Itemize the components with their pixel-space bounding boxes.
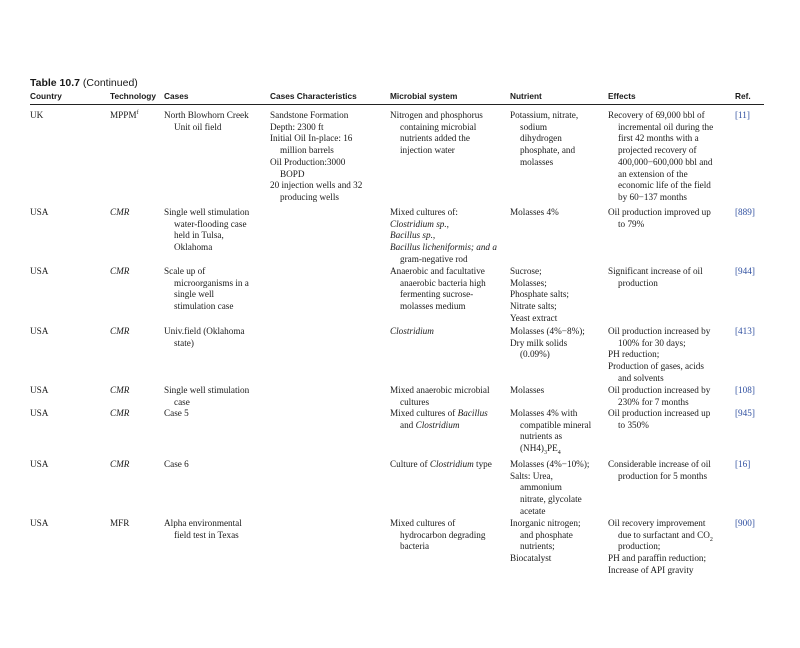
cell-country: USA (30, 408, 49, 418)
cell-country: USA (30, 385, 49, 395)
cell-technology: CMR (110, 266, 130, 276)
cell-nutrient: Molasses 4% with compatible mineral nutrients as $(NH4)_3PE_4$ (510, 408, 592, 456)
cell-country: USA (30, 326, 49, 336)
cell-ref-link[interactable]: [945] (735, 408, 755, 418)
cell-technology: MFR (110, 518, 130, 528)
cell-country: USA (30, 266, 49, 276)
header-characteristics: Cases Characteristics (270, 91, 357, 101)
cell-microbial: Mixed cultures of: Clostridium sp., Bacillus sp., Bacillus licheniformis; and a gram-negative rod (390, 207, 497, 264)
cell-effects: Significant increase of oil production (608, 266, 703, 288)
cell-effects: Oil production increased by 230% for 7 months (608, 385, 711, 407)
cell-country: USA (30, 518, 49, 528)
cell-ref-link[interactable]: [944] (735, 266, 755, 276)
header-nutrient: Nutrient (510, 91, 542, 101)
cell-microbial: Mixed cultures of hydrocarbon degrading bacteria (390, 518, 486, 552)
header-rule (30, 104, 764, 105)
cell-country: USA (30, 459, 49, 469)
cell-technology: CMR (110, 207, 130, 217)
cell-cases: North Blowhorn Creek Unit oil field (164, 110, 249, 132)
cell-ref-link[interactable]: [16] (735, 459, 751, 469)
cell-effects: Oil production improved up to 79% (608, 207, 711, 229)
cell-microbial: Culture of Clostridium type (390, 459, 492, 469)
cell-cases: Scale up of microorganisms in a single well stimulation case (164, 266, 249, 312)
header-cases: Cases (164, 91, 189, 101)
cell-technology: CMR (110, 326, 130, 336)
cell-country: UK (30, 110, 44, 120)
cell-characteristics: Sandstone Formation Depth: 2300 ft Initial Oil In-place: 16 million barrels Oil Production:3000 BOPD 20 injection wells and 32 producing wells (270, 110, 363, 202)
cell-microbial: Nitrogen and phosphorus containing microbial nutrients added the injection water (390, 110, 483, 156)
cell-effects: Oil production increased up to 350% (608, 408, 711, 430)
cell-effects: Oil production increased by 100% for 30 days; PH reduction; Production of gases, acids and solvents (608, 326, 711, 383)
cell-country: USA (30, 207, 49, 217)
cell-technology: CMR (110, 408, 130, 418)
cell-ref-link[interactable]: [108] (735, 385, 755, 395)
cell-technology: CMR (110, 385, 130, 395)
cell-cases: Case 6 (164, 459, 189, 469)
cell-technology: MPPM$^f$ (110, 109, 139, 120)
cell-cases: Single well stimulation water-flooding case held in Tulsa, Oklahoma (164, 207, 250, 253)
cell-nutrient: Inorganic nitrogen; and phosphate nutrients; Biocatalyst (510, 518, 581, 564)
cell-nutrient: Molasses 4% (510, 207, 559, 217)
cell-microbial: Clostridium (390, 326, 434, 336)
cell-cases: Case 5 (164, 408, 189, 418)
header-microbial: Microbial system (390, 91, 458, 101)
cell-nutrient: Sucrose; Molasses; Phosphate salts; Nitrate salts; Yeast extract (510, 266, 569, 323)
cell-effects: Oil recovery improvement due to surfactant and $CO_2$ production; PH and paraffin reduction; Increase of API gravity (608, 518, 713, 575)
cell-nutrient: Molasses (4%−8%); Dry milk solids (0.09%) (510, 326, 585, 360)
cell-nutrient: Potassium, nitrate, sodium dihydrogen phosphate, and molasses (510, 110, 579, 167)
cell-technology: CMR (110, 459, 130, 469)
cell-microbial: Mixed anaerobic microbial cultures (390, 385, 490, 407)
header-technology: Technology (110, 91, 156, 101)
cell-microbial: Anaerobic and facultative anaerobic bacteria high fermenting sucrose- molasses medium (390, 266, 486, 312)
cell-cases: Alpha environmental field test in Texas (164, 518, 242, 540)
cell-cases: Single well stimulation case (164, 385, 250, 407)
cell-nutrient: Molasses (510, 385, 545, 395)
cell-cases: Univ.field (Oklahoma state) (164, 326, 245, 348)
cell-microbial: Mixed cultures of Bacillus and Clostridium (390, 408, 488, 430)
cell-ref-link[interactable]: [889] (735, 207, 755, 217)
header-ref: Ref. (735, 91, 751, 101)
header-effects: Effects (608, 91, 636, 101)
cell-nutrient: Molasses (4%−10%); Salts: Urea, ammonium nitrate, glycolate acetate (510, 459, 590, 516)
table-title: Table 10.7 (Continued) (30, 77, 138, 89)
cell-effects: Considerable increase of oil production for 5 months (608, 459, 711, 481)
cell-ref-link[interactable]: [900] (735, 518, 755, 528)
cell-ref-link[interactable]: [11] (735, 110, 750, 120)
cell-effects: Recovery of 69,000 bbl of incremental oil during the first 42 months with a projected recovery of 400,000−600,000 bbl and an extension of the economic life of the field by 60−137 months (608, 110, 714, 202)
header-country: Country (30, 91, 62, 101)
cell-ref-link[interactable]: [413] (735, 326, 755, 336)
